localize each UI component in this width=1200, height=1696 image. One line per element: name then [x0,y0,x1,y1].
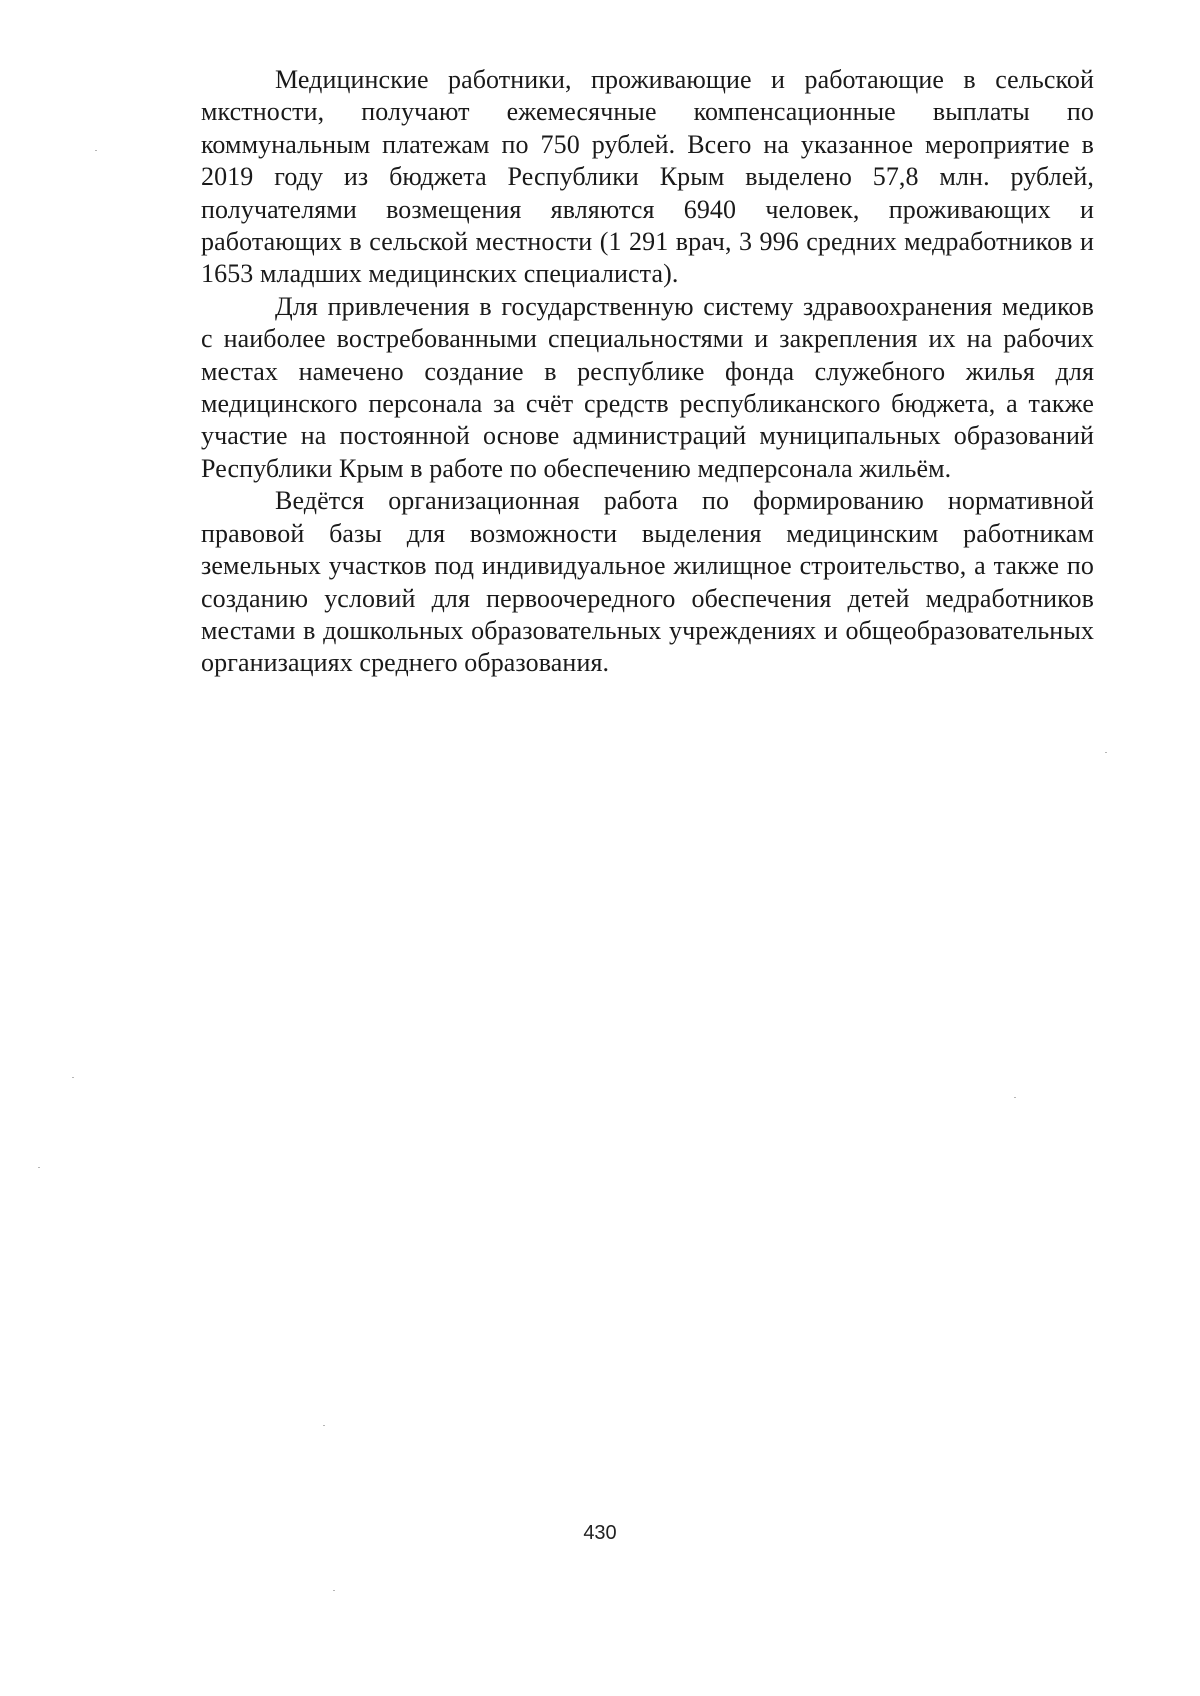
scan-speck [323,1425,325,1426]
page-number: 430 [583,1522,617,1544]
scan-speck [1014,1097,1016,1098]
paragraph-land-plots: Ведётся организационная работа по формированию нормативной правовой базы для возможности выделения медицинским работникам земельных участков под индивидуальное жилищное строительство, а также по созданию условий для первоочередного обеспечения детей медработников местами в дошкольных образовательных учреждениях и общеобразовательных организациях среднего образования. [201,486,1094,678]
paragraph-medical-compensation: Медицинские работники, проживающие и работающие в сельской мкстности, получают ежемесячные компенсационные выплаты по коммунальным платежам по 750 рублей. Всего на указанное мероприятие в 2019 году из бюджета Республики Крым выделено 57,8 млн. рублей, получателями возмещения являются 6940 человек, проживающих и работающих в сельской местности (1 291 врач, 3 996 средних медработников и 1653 младших медицинских специалиста). [201,65,1094,289]
scan-speck [38,1167,40,1168]
scan-speck [72,1077,74,1078]
paragraph-housing-fund: Для привлечения в государственную систему здравоохранения медиков с наиболее востребованными специальностями и закрепления их на рабочих местах намечено создание в республике фонда служебного жилья для медицинского персонала за счёт средств республиканского бюджета, а также участие на постоянной основе администраций муниципальных образований Республики Крым в работе по обеспечению медперсонала жильём. [201,291,1094,483]
scan-speck [1105,752,1107,753]
scan-speck [333,1590,335,1591]
scan-speck [95,150,97,151]
document-body [201,64,1094,680]
